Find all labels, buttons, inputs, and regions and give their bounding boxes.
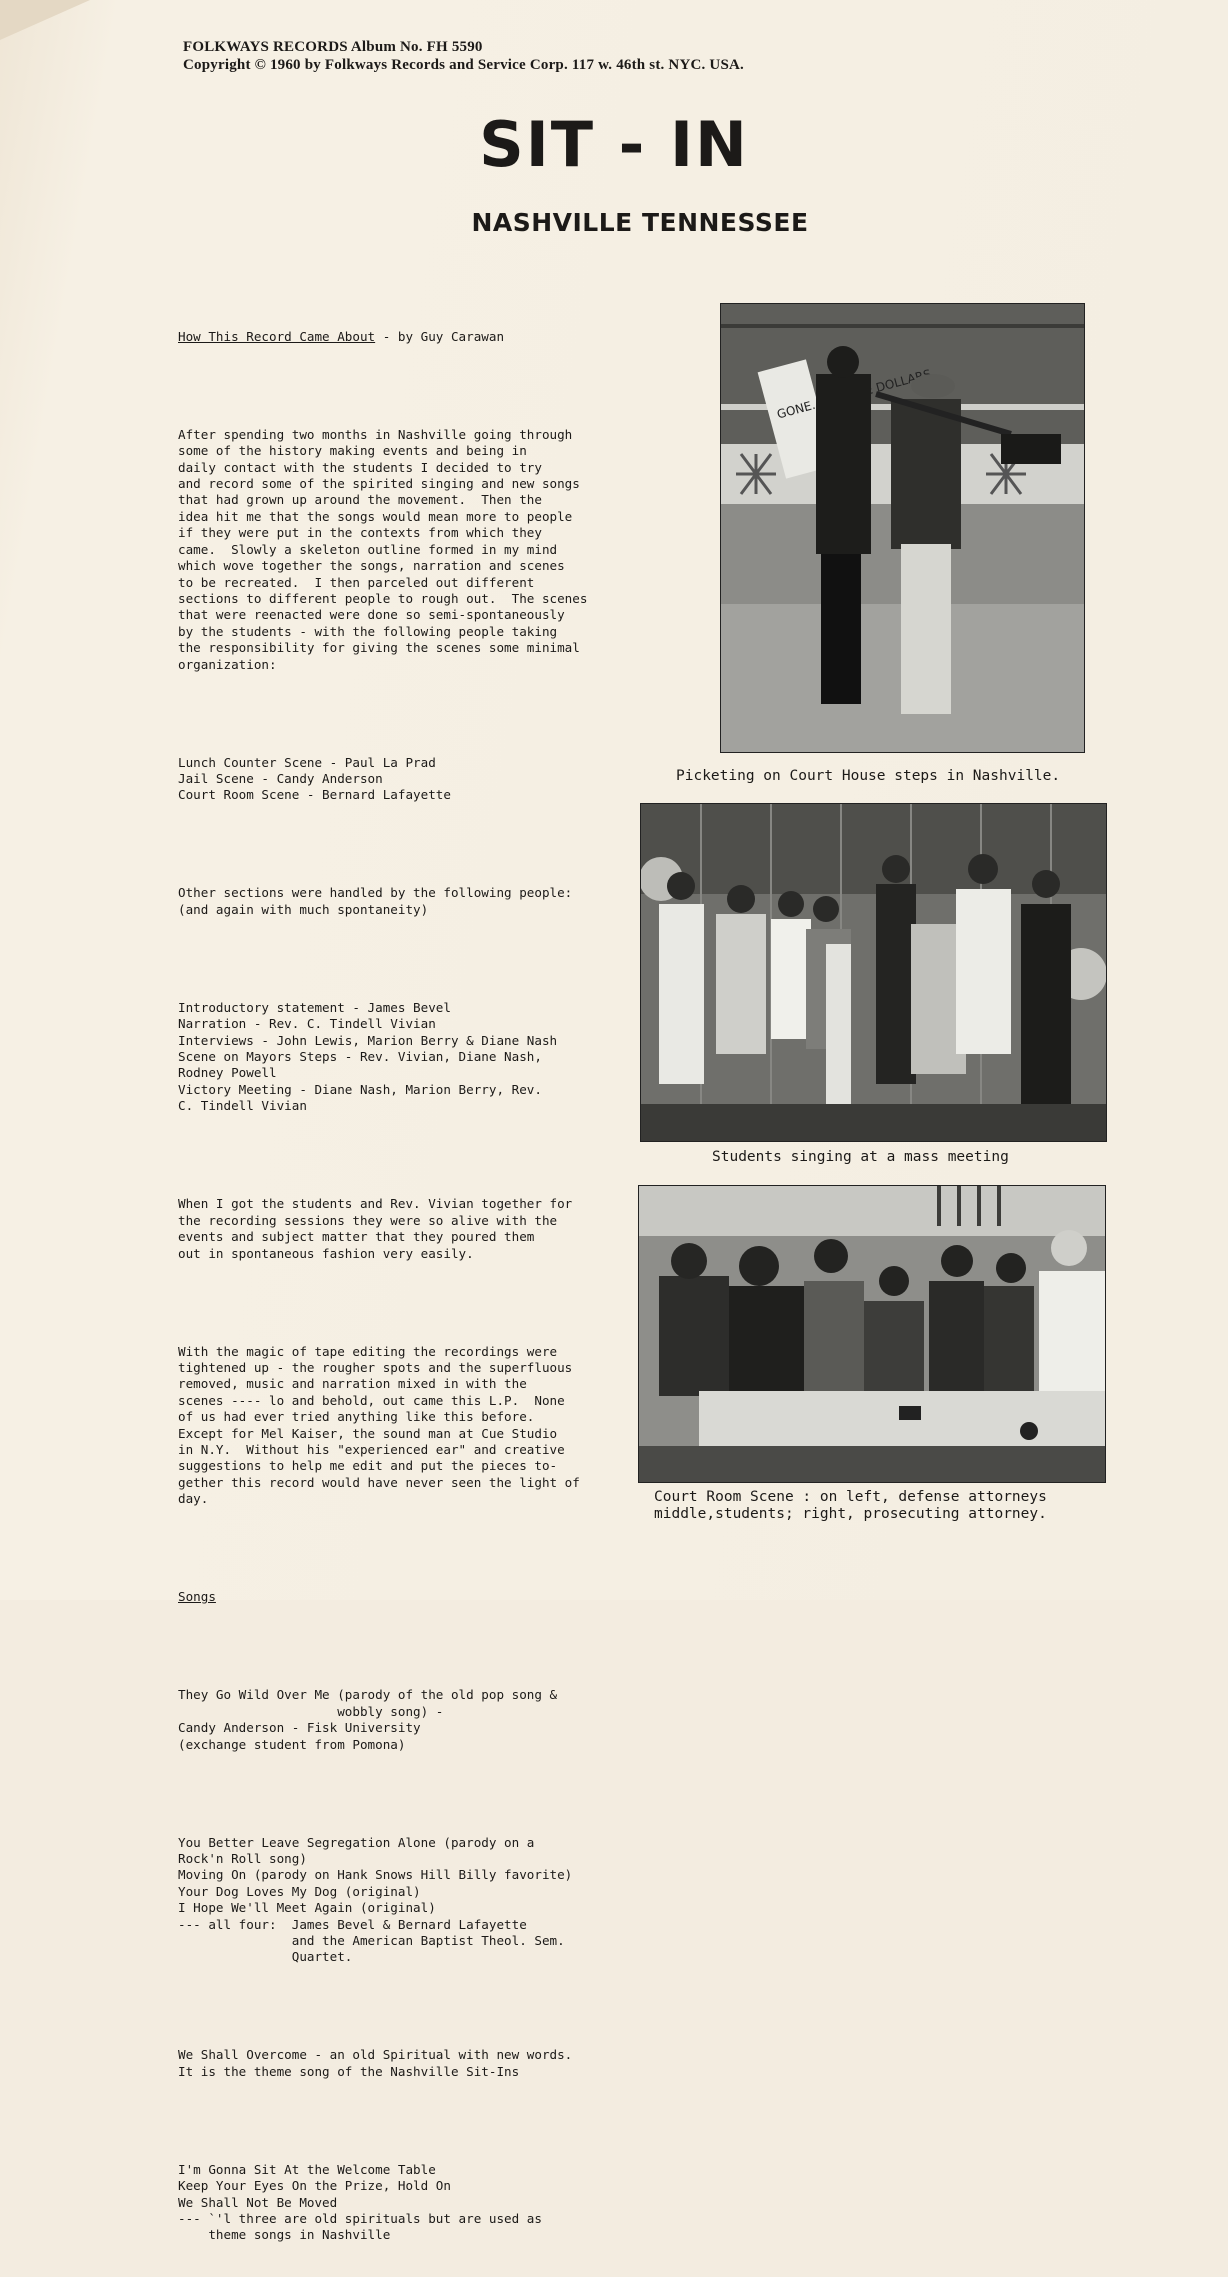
caption-picketing: Picketing on Court House steps in Nashville.: [676, 768, 1061, 784]
copyright-line: Copyright © 1960 by Folkways Records and Service Corp. 117 w. 46th st. NYC. USA.: [183, 57, 744, 73]
paragraph-scenes: Lunch Counter Scene - Paul La Prad Jail Scene - Candy Anderson Court Room Scene - Bernard Lafayette: [178, 754, 451, 803]
sign-lettering: GONE... DOLLARS: [775, 366, 933, 422]
folded-corner: [0, 0, 90, 40]
paragraph-credits: Introductory statement - James Bevel Narration - Rev. C. Tindell Vivian Interviews - John Lewis, Marion Berry & Diane Nash Scene on Mayors Steps - Rev. Vivian, Diane Nash, Rodney Powell Victory Meeting - Diane Nash, Marion Berry, Rev. C. Tindell Vivian: [178, 999, 558, 1114]
songs-group-2: You Better Leave Segregation Alone (parody on a Rock'n Roll song) Moving On (parody on Hank Snows Hill Billy favorite) Your Dog Loves My Dog (original) I Hope We'll Meet Again (original) --- all four: James Bevel & Bernard Lafayette and the American Baptist Theol. Sem. Quartet.: [178, 1834, 573, 1965]
section-heading-line: [178, 329, 638, 345]
section-heading: How This Record Came About: [178, 328, 376, 344]
album-number: FOLKWAYS RECORDS Album No. FH 5590: [183, 39, 483, 55]
paragraph-sessions: When I got the students and Rev. Vivian together for the recording sessions they were so alive with the events and subject matter that they poured them out in spontaneous fashion very easily.: [178, 1196, 573, 1261]
photo-picketing: [720, 303, 1085, 753]
paragraph-others: Other sections were handled by the following people: (and again with much spontaneity): [178, 885, 573, 917]
photo-court-room: [638, 1185, 1106, 1483]
songs-group-1: They Go Wild Over Me (parody of the old pop song & wobbly song) - Candy Anderson - Fisk University (exchange student from Pomona): [178, 1687, 558, 1752]
songs-group-3: We Shall Overcome - an old Spiritual with new words. It is the theme song of the Nashville Sit-Ins: [178, 2047, 573, 2079]
paragraph-editing: With the magic of tape editing the recordings were tightened up - the rougher spots and the superfluous removed, music and narration mixed in with the scenes ---- lo and behold, out came this L.P. None of us had ever tried anything like this before. Except for Mel Kaiser, the sound man at Cue Studio in N.Y. Without his "experienced ear" and creative suggestions to help me edit and put the pieces to- gether this record would have never seen the light of day.: [178, 1343, 580, 1507]
songs-group-4: I'm Gonna Sit At the Welcome Table Keep Your Eyes On the Prize, Hold On We Shall Not Be Moved --- `'l three are old spirituals but are used as theme songs in Nashville: [178, 2161, 542, 2243]
caption-mass-meeting: Students singing at a mass meeting: [712, 1149, 1009, 1165]
page-subtitle: NASHVILLE TENNESSEE: [471, 208, 809, 237]
songs-heading: Songs: [178, 1589, 216, 1605]
caption-court-room: Court Room Scene : on left, defense attorneys middle,students; right, prosecuting attorney.: [654, 1489, 1047, 1522]
page-title: SIT - IN: [479, 108, 749, 181]
header: [183, 38, 744, 74]
songs-heading-line: [178, 1589, 638, 1605]
article-column: [178, 296, 638, 2277]
section-byline: - by Guy Carawan: [375, 328, 505, 344]
paragraph-origin: After spending two months in Nashville going through some of the history making events and being in daily contact with the students I decided to try and record some of the spirited singing and new songs that had grown up around the movement. Then the idea hit me that the songs would mean more to people if they were put in the contexts from which they came. Slowly a skeleton outline formed in my mind which wove together the songs, narration and scenes to be recreated. I then parceled out different sections to different people to rough out. The scenes that were reenacted were done so semi-spontaneously by the students - with the following people taking the responsibility for giving the scenes some minimal organization:: [178, 426, 588, 672]
photo-mass-meeting: [640, 803, 1107, 1142]
